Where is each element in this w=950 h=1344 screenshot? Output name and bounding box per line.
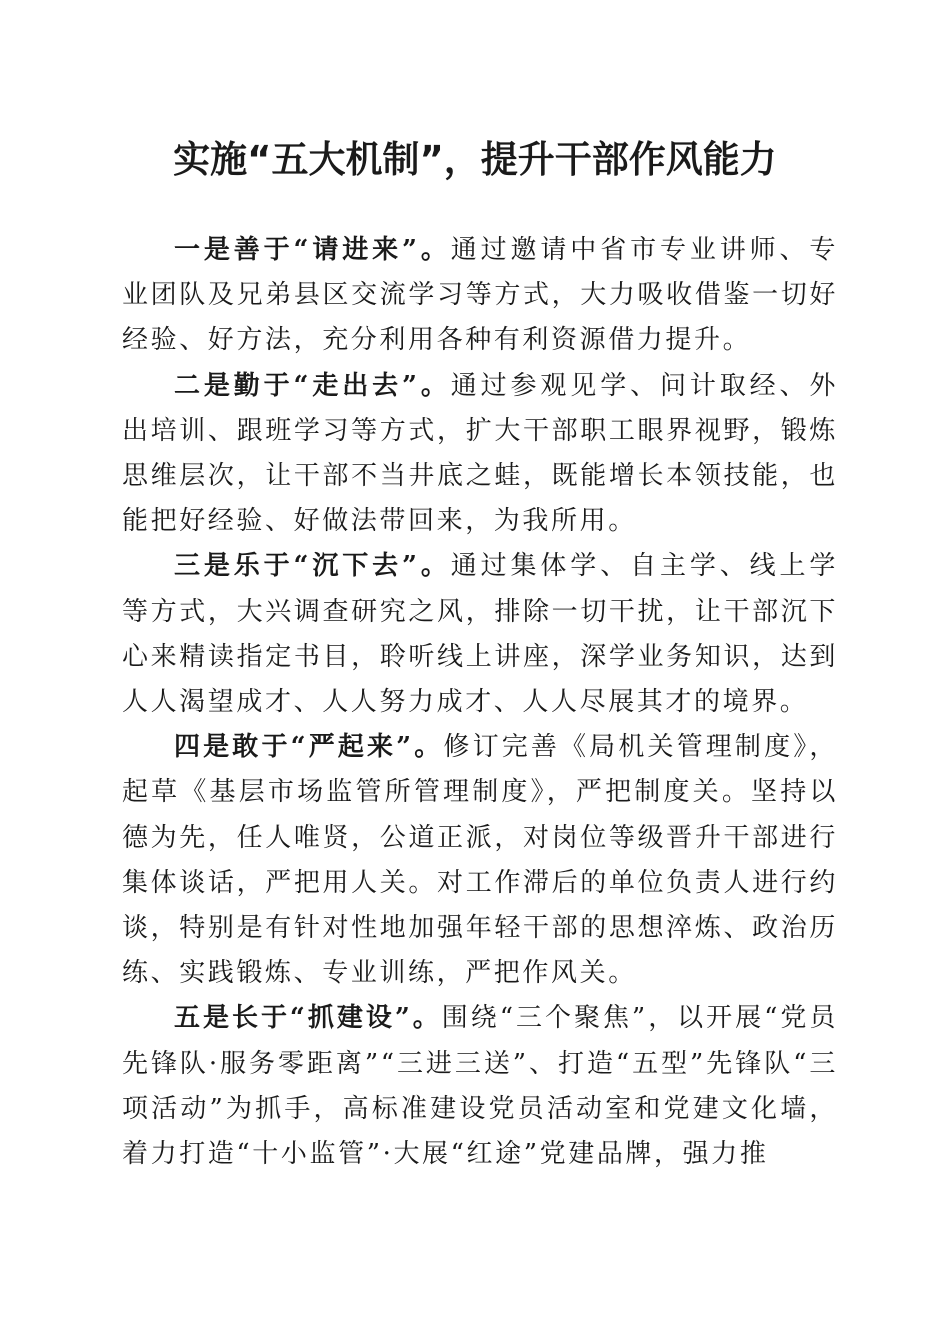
paragraph-text: 修订完善《局机关管理制度》，起草《基层市场监管所管理制度》，严把制度关。坚持以德为先，任人唯贤，公道正派，对岗位等级晋升干部进行集体谈话，严把用人关。对工作滞后的单位负责人进行约谈，特别是有针对性地加强年轻干部的思想淬炼、政治历练、实践锻炼、专业训练，严把作风关。 [122, 732, 838, 989]
paragraph-lead: 五是长于“抓建设”。 [174, 1003, 442, 1034]
paragraph-3 [122, 544, 838, 725]
document-body [122, 228, 838, 1177]
paragraph-4 [122, 725, 838, 996]
paragraph-2 [122, 364, 838, 545]
paragraph-lead: 四是敢于“严起来”。 [174, 732, 444, 763]
paragraph-lead: 一是善于“请进来”。 [174, 235, 451, 265]
paragraph-1 [122, 228, 838, 364]
paragraph-lead: 三是乐于“沉下去”。 [174, 551, 451, 582]
paragraph-text: 通过集体学、自主学、线上学等方式，大兴调查研究之风，排除一切干扰，让干部沉下心来精读指定书目，聆听线上讲座，深学业务知识，达到人人渴望成才、人人努力成才、人人尽展其才的境界。 [122, 551, 838, 718]
paragraph-5 [122, 996, 838, 1177]
paragraph-lead: 二是勤于“走出去”。 [174, 370, 451, 401]
paragraph-text: 通过邀请中省市专业讲师、专业团队及兄弟县区交流学习等方式，大力吸收借鉴一切好经验、好方法，充分利用各种有利资源借力提升。 [122, 235, 838, 356]
paragraph-text: 围绕“三个聚焦”，以开展“党员先锋队·服务零距离”“三进三送”、打造“五型”先锋队“三项活动”为抓手，高标准建设党员活动室和党建文化墙，着力打造“十小监管”·大展“红途”党建品牌，强力推 [122, 1003, 838, 1170]
paragraph-text: 通过参观见学、问计取经、外出培训、跟班学习等方式，扩大干部职工眼界视野，锻炼思维层次，让干部不当井底之蛙，既能增长本领技能，也能把好经验、好做法带回来，为我所用。 [122, 370, 838, 537]
document-title: 实施“五大机制”，提升干部作风能力 [173, 138, 777, 181]
